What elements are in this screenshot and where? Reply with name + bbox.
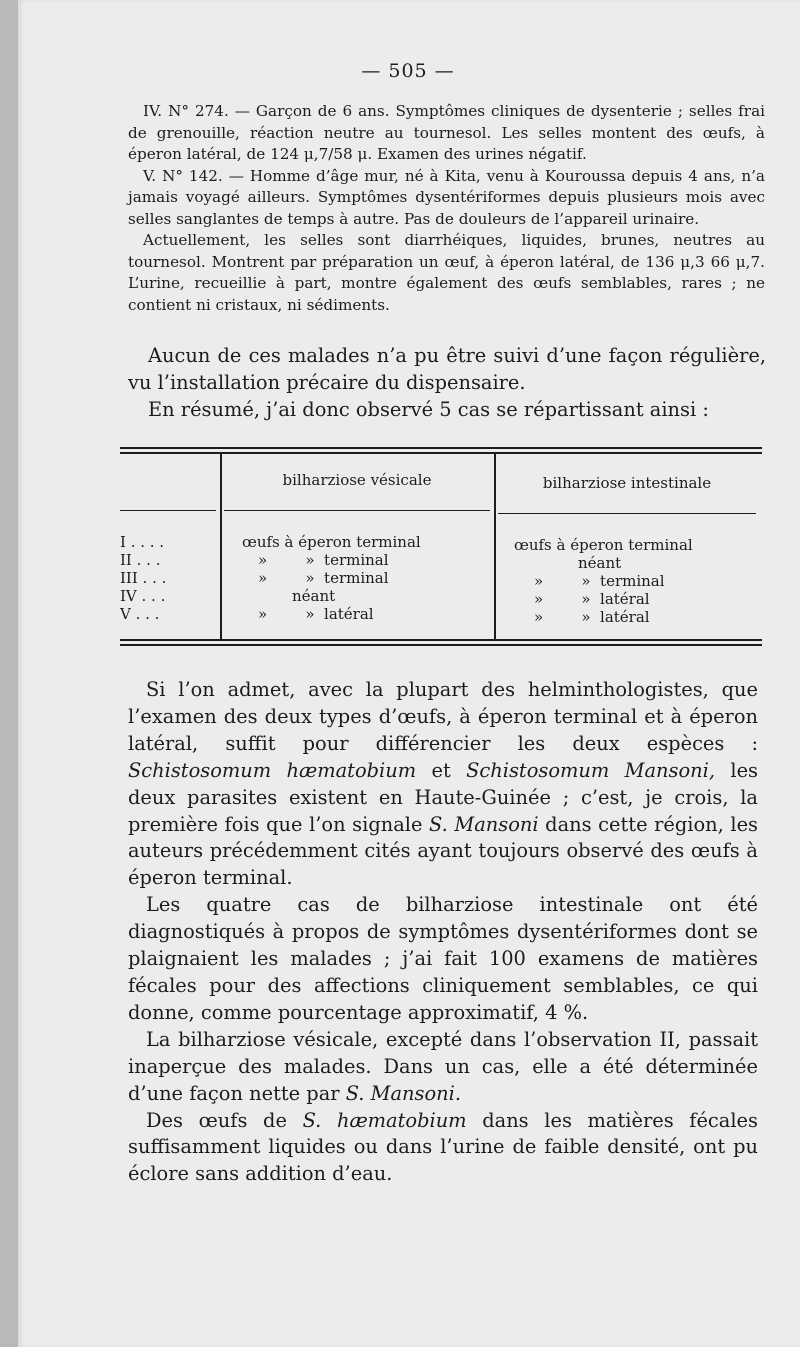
header-intestinale: bilharziose intestinale: [542, 474, 712, 492]
paragraph-text: les deux parasites existent en Haute-Guinée ; c’est, je crois, la première fois que l’on signale: [128, 758, 759, 836]
table-row-label: I . . . .: [120, 533, 165, 551]
observation-v: [128, 166, 765, 231]
table-cell-vesicale: » » terminal: [258, 551, 389, 569]
paragraph-text: La bilharziose vésicale, excepté dans l’observation II, passait inaperçue des malades. Dans un cas, elle a été déterminée d’une façon nette par: [128, 1027, 758, 1105]
observation-iv: [128, 101, 765, 166]
paragraph-vesical: [128, 1027, 758, 1108]
paragraph-text: dans cette région, les auteurs précédemment cités ayant toujours observé des œufs à éperon terminal.: [128, 812, 759, 890]
paragraph-text: et: [416, 758, 467, 782]
table-cell-intestinale: » » latéral: [534, 590, 650, 608]
table-row-label: IV . . .: [120, 587, 166, 605]
observation-text: — Garçon de 6 ans. Symptômes cliniques de dysenterie ; selles frai de grenouille, réaction neutre au tournesol. Les selles montent des œufs, à éperon latéral, de 124 μ,7/58 μ. Examen des urines négatif.: [128, 102, 765, 163]
observation-number: V. N° 142.: [143, 166, 223, 185]
intro-paragraph: Aucun de ces malades n’a pu être suivi d’une façon régulière, vu l’installation précaire du dispensaire.: [128, 344, 766, 394]
table-rule: [120, 447, 762, 449]
paragraph-hatching: [128, 1108, 758, 1189]
table-row-label: III . . .: [120, 569, 167, 587]
species-name: Schistosomum Mansoni,: [466, 758, 716, 782]
table-subrule: [498, 513, 756, 514]
species-name: S. hæmatobium: [302, 1108, 467, 1132]
discussion-block: [128, 677, 758, 1188]
paragraph-species: [128, 677, 758, 892]
observations-block: [128, 101, 765, 316]
paragraph-text: Des œufs de: [146, 1108, 303, 1132]
species-name: Schistosomum hæmatobium: [128, 758, 417, 782]
page-number: — 505 —: [361, 60, 455, 82]
cases-table: [120, 447, 762, 647]
species-name: S. Mansoni.: [345, 1081, 462, 1105]
table-rule: [120, 452, 762, 454]
table-rule: [120, 639, 762, 641]
page-edge: [0, 0, 18, 1347]
paragraph-text: Si l’on admet, avec la plupart des helminthologistes, que l’examen des deux types d’œufs, à éperon terminal et à éperon latéral, suffit pour différencier les deux espèces :: [128, 678, 758, 755]
paragraph-intestinal-cases: Les quatre cas de bilharziose intestinale ont été diagnostiqués à propos de symptômes dysentériformes dont se plaignaient les malades ; j’ai fait 100 examens de matières fécales pour des affections cliniquement semblables, ce qui donne, comme pourcentage approximatif, 4 %.: [128, 893, 758, 1024]
table-subrule: [120, 510, 216, 511]
observation-number: IV. N° 274.: [143, 102, 229, 120]
paragraph-text: dans les matières fécales suffisamment liquides ou dans l’urine de faible densité, ont pu éclore sans addition d’eau.: [128, 1108, 758, 1186]
table-row-label: II . . .: [120, 551, 161, 569]
observation-v-continued: [128, 230, 765, 316]
table-cell-intestinale: » » terminal: [534, 572, 665, 590]
species-name: S. Mansoni: [429, 812, 539, 836]
table-column-divider: [494, 454, 496, 639]
table-row-label: V . . .: [120, 605, 160, 623]
table-cell-vesicale: œufs à éperon terminal: [242, 533, 421, 551]
observation-text: Actuellement, les selles sont diarrhéiques, liquides, brunes, neutres au tournesol. Montrent par préparation un œuf, à éperon latéral, de 136 μ,3 66 μ,7. L’urine, recueillie à part, montre également des œufs semblables, rares ; ne contient ni cristaux, ni sédiments.: [128, 231, 765, 314]
intro-paragraph: En résumé, j’ai donc observé 5 cas se répartissant ainsi :: [148, 398, 709, 421]
intro-block: [128, 342, 766, 423]
table-subrule: [224, 510, 490, 511]
table-column-divider: [220, 454, 222, 639]
table-cell-vesicale: » » terminal: [258, 569, 389, 587]
table-cell-vesicale: » » latéral: [258, 605, 374, 623]
table-cell-intestinale: œufs à éperon terminal: [514, 536, 693, 554]
header-vesicale: bilharziose vésicale: [282, 471, 432, 489]
observation-text: — Homme d’âge mur, né à Kita, venu à Kouroussa depuis 4 ans, n’a jamais voyagé ailleurs. Symptômes dysentériformes depuis plusieurs mois avec selles sanglantes de temps à autre. Pas de douleurs de l’appareil urinaire.: [128, 166, 765, 228]
table-cell-intestinale: néant: [578, 554, 622, 572]
table-cell-vesicale: néant: [292, 587, 336, 605]
table-rule: [120, 644, 762, 646]
table-cell-intestinale: » » latéral: [534, 608, 650, 626]
